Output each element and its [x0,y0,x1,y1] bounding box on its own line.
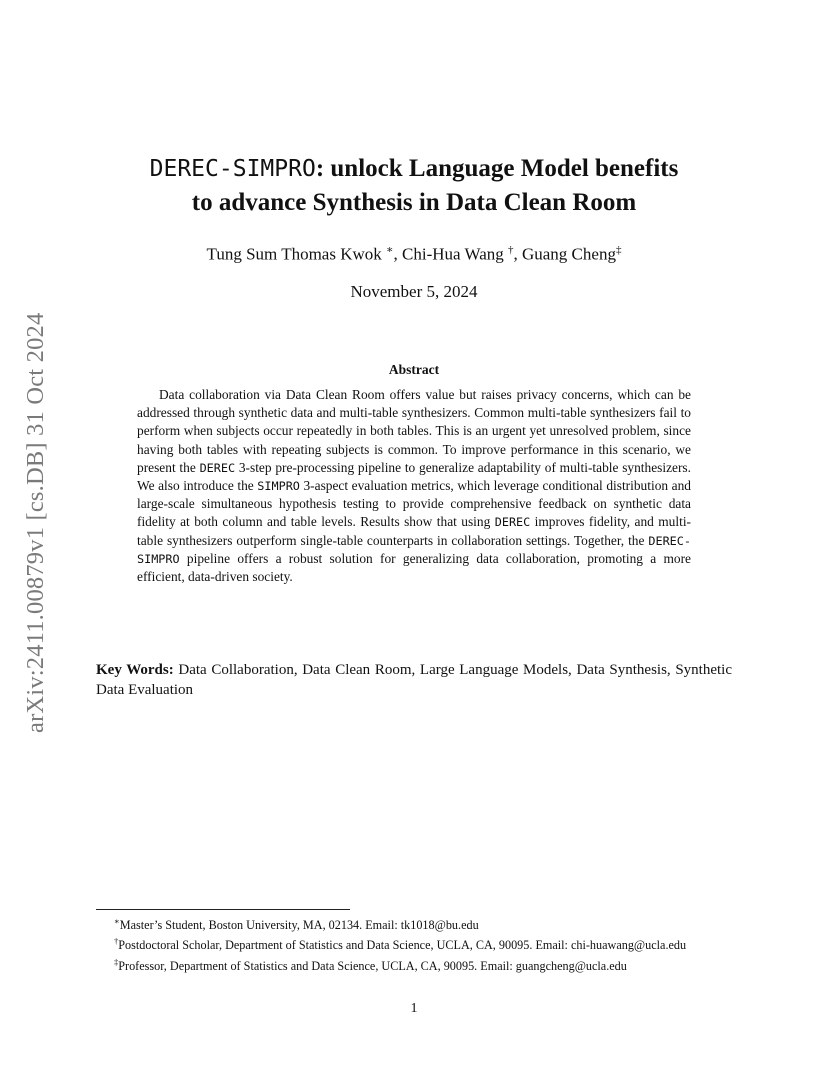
page-number: 1 [410,1001,418,1016]
footnote-text: Professor, Department of Statistics and Data Science, UCLA, CA, 90095. Email: guangcheng@ucla.edu [118,959,627,973]
abstract-text: Data collaboration via Data Clean Room offers value but raises privacy concerns, which can be addressed through synthetic data and multi-table synthesizers. Common multi-table synthesizers fail to perform when subjects occur repeatedly in both tables. This is an urgent yet unresolved problem, since having both tables with repeating subjects is common. To improve performance in this scenario, we present the [137,387,691,475]
footnote [96,913,732,933]
footnote-text: Postdoctoral Scholar, Department of Statistics and Data Science, UCLA, CA, 90095. Email: chi-huawang@ucla.edu [118,938,687,953]
footnote-divider [96,909,350,910]
paper-title [96,152,732,219]
title-mono-part: DEREC-SIMPRO [149,156,316,182]
abstract-code-term: DEREC [199,460,236,475]
title-line1-rest: : unlock Language Model benefits [315,155,679,182]
abstract-code-term: DEREC [494,515,531,530]
footnote-marker: ‡ [615,244,622,256]
author-list: Tung Sum Thomas Kwok ∗, Chi-Hua Wang †, Guang Cheng‡ [206,244,622,264]
footnote-marker: ∗ [114,916,120,926]
keywords-section [96,660,732,700]
abstract-text: improves fidelity, and multi-table synthesizers outperform single-table counterparts in collaboration settings. Together, the [137,514,692,548]
footnote-marker: ∗ [386,244,394,256]
footnote-marker: ‡ [114,956,119,967]
author-name: Tung Sum Thomas Kwok [206,244,382,264]
abstract-text: 3-aspect evaluation metrics, which leverage conditional distribution and large-scale simultaneous hypothesis testing to provide comprehensive feedback on synthetic data fidelity at both column and table levels. Results show that using [137,478,691,530]
arxiv-identifier-stamp: arXiv:2411.00879v1 [cs.DB] 31 Oct 2024 [22,312,49,733]
abstract-code-term: DEREC-SIMPRO [137,533,691,566]
footnote [96,933,732,953]
author-name: Chi-Hua Wang [402,244,504,264]
abstract-text: pipeline offers a robust solution for generalizing data collaboration, promoting a more efficient, data-driven society. [137,550,691,585]
abstract-heading: Abstract [388,362,440,377]
abstract-body [137,386,691,586]
author-name: Guang Cheng [521,244,616,264]
footnote-text: Master’s Student, Boston University, MA, 02134. Email: tk1018@bu.edu [119,918,479,933]
abstract-code-term: SIMPRO [257,479,300,494]
publication-date: November 5, 2024 [350,282,478,301]
abstract-text: 3-step pre-processing pipeline to generalize adaptability of multi-table synthesizers. We also introduce the [137,459,691,494]
footnote-marker: † [507,244,514,256]
footnote [96,954,732,974]
title-line2: to advance Synthesis in Data Clean Room [191,189,637,216]
keywords-text: Data Collaboration, Data Clean Room, Large Language Models, Data Synthesis, Synthetic Data Evaluation [96,662,732,698]
footnotes [96,913,732,974]
keywords-label: Key Words: [96,662,174,678]
footnote-marker: † [114,936,119,947]
